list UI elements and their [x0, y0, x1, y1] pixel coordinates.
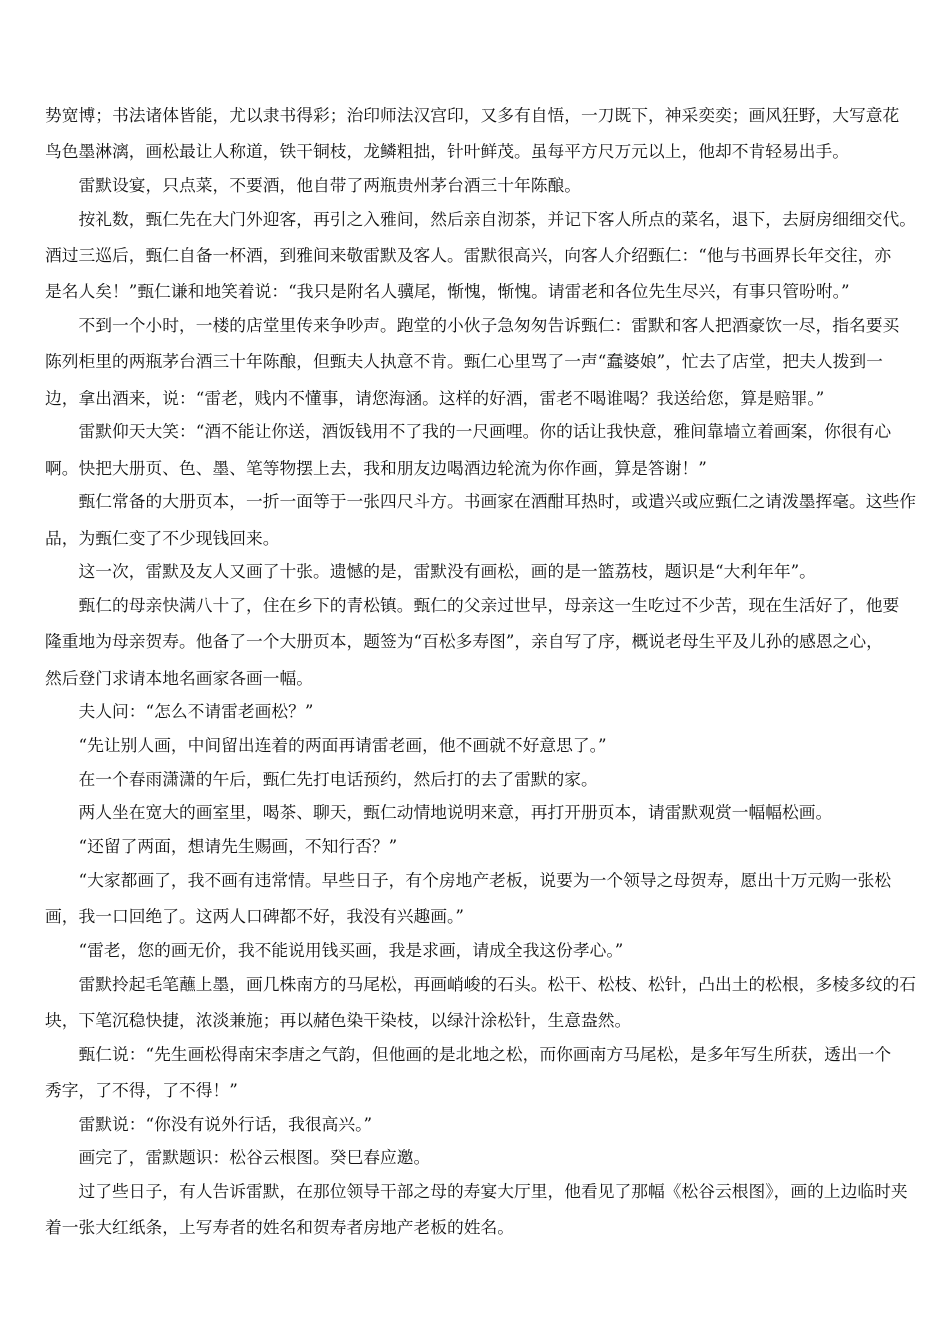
text-line: 着一张大红纸条，上写寿者的姓名和贺寿者房地产老板的姓名。 [45, 1217, 515, 1238]
paragraph [45, 167, 950, 203]
paragraph [45, 693, 950, 729]
text-line: 画完了，雷默题识：松谷云根图。癸巳春应邀。 [78, 1147, 431, 1168]
paragraph [45, 201, 950, 310]
text-line: 这一次，雷默及友人又画了十张。遗憾的是，雷默没有画松，画的是一篮荔枝，题识是“大利年年”。 [78, 561, 816, 582]
paragraph [45, 1173, 950, 1246]
text-line: 夫人问：“怎么不请雷老画松？” [78, 701, 314, 722]
paragraph [45, 307, 950, 416]
text-line: 秀字，了不得，了不得！” [45, 1079, 238, 1100]
paragraph [45, 966, 950, 1039]
text-line: 不到一个小时，一楼的店堂里传来争吵声。跑堂的小伙子急匆匆告诉甄仁：雷默和客人把酒豪饮一尽，指名要买 [78, 315, 900, 335]
paragraph [45, 828, 950, 864]
text-line: 酒过三巡后，甄仁自备一杯酒，到雅间来敬雷默及客人。雷默很高兴，向客人介绍甄仁：“他与书画界长年交往，亦 [45, 245, 892, 265]
text-line: 甄仁常备的大册页本，一折一面等于一张四尺斗方。书画家在酒酣耳热时，或遣兴或应甄仁之请泼墨挥毫。这些作 [78, 491, 917, 512]
paragraph [45, 97, 950, 170]
paragraph [45, 1036, 950, 1109]
text-line: 隆重地为母亲贺寿。他备了一个大册页本，题签为“百松多寿图”，亲自写了序，概说老母生平及儿孙的感恩之心， [45, 631, 883, 652]
text-line: 在一个春雨潇潇的午后，甄仁先打电话预约，然后打的去了雷默的家。 [78, 768, 598, 789]
text-line: “先让别人画，中间留出连着的两面再请雷老画，他不画就不好意思了。” [78, 735, 607, 755]
paragraph [45, 794, 950, 830]
text-line: 按礼数，甄仁先在大门外迎客，再引之入雅间，然后亲自沏茶，并记下客人所点的菜名，退下，去厨房细细交代。 [78, 208, 917, 229]
text-line: 然后登门求请本地名画家各画一幅。 [45, 667, 314, 688]
text-line: 过了些日子，有人告诉雷默，在那位领导干部之母的寿宴大厅里，他看见了那幅《松谷云根图》，画的上边临时夹 [78, 1180, 908, 1201]
paragraph [45, 727, 950, 763]
text-line: 是名人矣！”甄仁谦和地笑着说：“我只是附名人骥尾，惭愧，惭愧。请雷老和各位先生尽兴，有事只管吩咐。” [45, 281, 850, 302]
paragraph [45, 413, 950, 486]
text-line: 甄仁的母亲快满八十了，住在乡下的青松镇。甄仁的父亲过世早，母亲这一生吃过不少苦，现在生活好了，他要 [78, 595, 900, 615]
text-line: 啊。快把大册页、色、墨、笔等物摆上去，我和朋友边喝酒边轮流为你作画，算是答谢！” [45, 457, 707, 478]
paragraph [45, 587, 950, 696]
text-line: “雷老，您的画无价，我不能说用钱买画，我是求画，请成全我这份孝心。” [78, 939, 624, 960]
paragraph [45, 932, 950, 968]
paragraph [45, 553, 950, 589]
text-line: 雷默拎起毛笔蘸上墨，画几株南方的马尾松，再画峭峻的石头。松干、松枝、松针，凸出土的松根，多棱多纹的石 [78, 973, 917, 994]
text-line: 两人坐在宽大的画室里，喝茶、聊天，甄仁动情地说明来意，再打开册页本，请雷默观赏一幅幅松画。 [78, 802, 833, 823]
paragraph [45, 1139, 950, 1175]
text-line: “大家都画了，我不画有违常情。早些日子，有个房地产老板，说要为一个领导之母贺寿，愿出十万元购一张松 [78, 869, 892, 890]
paragraph [45, 761, 950, 797]
text-line: 雷默仰天大笑：“酒不能让你送，酒饭钱用不了我的一尺画哩。你的话让我快意，雅间靠墙立着画案，你很有心 [78, 421, 892, 442]
paragraph [45, 1106, 950, 1142]
text-line: 品，为甄仁变了不少现钱回来。 [45, 527, 280, 548]
paragraph [45, 483, 950, 556]
text-line: 雷默说：“你没有说外行话，我很高兴。” [78, 1113, 373, 1134]
text-line: 势宽博；书法诸体皆能，尤以隶书得彩；治印师法汉宫印，又多有自悟，一刀既下，神采奕奕；画风狂野，大写意花 [45, 105, 900, 125]
text-line: “还留了两面，想请先生赐画，不知行否？” [78, 836, 398, 857]
text-line: 鸟色墨淋漓，画松最让人称道，铁干铜枝，龙鳞粗拙，针叶鲜茂。虽每平方尺万元以上，他却不肯轻易出手。 [45, 141, 850, 162]
text-line: 边，拿出酒来，说：“雷老，贱内不懂事，请您海涵。这样的好酒，雷老不喝谁喝？我送给您，算是赔罪。” [45, 387, 825, 408]
text-line: 陈列柜里的两瓶茅台酒三十年陈酿，但甄夫人执意不肯。甄仁心里骂了一声“蠢婆娘”，忙去了店堂，把夫人拨到一 [45, 351, 883, 372]
paragraph [45, 862, 950, 935]
text-line: 甄仁说：“先生画松得南宋李唐之气韵，但他画的是北地之松，而你画南方马尾松，是多年写生所获，透出一个 [78, 1043, 892, 1064]
text-line: 块，下笔沉稳快捷，浓淡兼施；再以赭色染干染枝，以绿汁涂松针，生意盎然。 [45, 1009, 632, 1030]
text-line: 画，我一口回绝了。这两人口碑都不好，我没有兴趣画。” [45, 906, 464, 927]
text-line: 雷默设宴，只点菜，不要酒，他自带了两瓶贵州茅台酒三十年陈酿。 [78, 175, 582, 195]
